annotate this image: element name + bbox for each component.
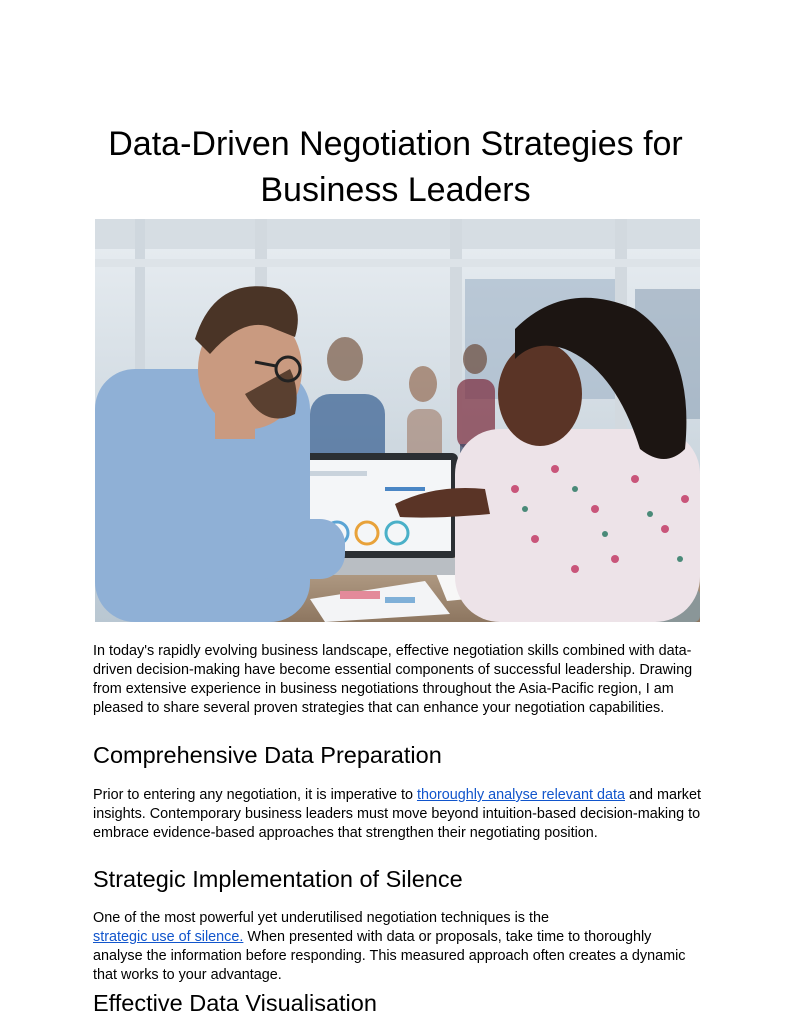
document-title: Data-Driven Negotiation Strategies for Business Leaders (108, 125, 683, 209)
section-paragraph-data-preparation: Prior to entering any negotiation, it is imperative to thoroughly analyse relevant data and market insights. Contemporary business leaders must move beyond intuition-based decision-making to embrace evidence-based approaches that strengthen their negotiating position. (93, 787, 701, 841)
section-heading-strategic-silence: Strategic Implementation of Silence (93, 866, 463, 892)
link-thoroughly-analyse-data[interactable]: thoroughly analyse relevant data (416, 787, 625, 803)
section-heading-data-preparation: Comprehensive Data Preparation (93, 742, 442, 768)
meeting-photo-illustration (95, 219, 700, 622)
intro-paragraph: In today's rapidly evolving business landscape, effective negotiation skills combined with data-driven decision-making have become essential components of successful leadership. Drawing from extensive experience in business negotiations throughout the Asia-Pacific region, I am pleased to share several proven strategies that can enhance your negotiation capabilities. (93, 643, 693, 716)
section-paragraph-strategic-silence: One of the most powerful yet underutilised negotiation techniques is the strategic use of silence. When presented with data or proposals, take time to thoroughly analyse the information before responding. This measured approach often creates a dynamic that works to your advantage. (93, 910, 686, 983)
link-strategic-use-of-silence[interactable]: strategic use of silence. (93, 929, 244, 945)
hero-image-business-meeting (95, 219, 700, 622)
section-heading-data-visualisation: Effective Data Visualisation (93, 990, 377, 1016)
